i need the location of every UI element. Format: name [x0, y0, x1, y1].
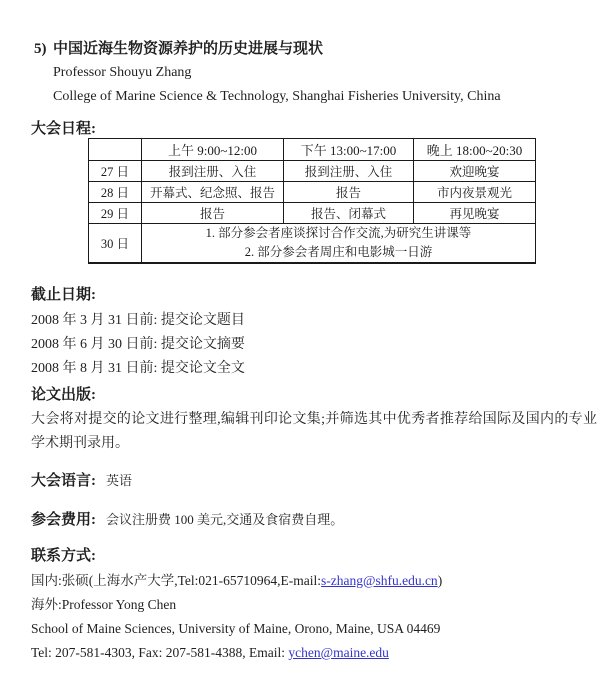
publication-section	[31, 386, 597, 456]
domestic-email-link[interactable]: s-zhang@shfu.edu.cn	[321, 573, 438, 588]
keynote-speaker: Professor Shouyu Zhang	[53, 65, 192, 80]
fee-value: 会议注册费 100 美元,交通及食宿费自理。	[106, 512, 344, 527]
contact-address-line: School of Maine Sciences, University of Maine, Orono, Maine, USA 04469	[31, 621, 441, 636]
language-value: 英语	[106, 473, 133, 488]
schedule-row-29	[89, 203, 536, 224]
schedule-table	[88, 138, 536, 264]
contact-overseas-label: 海外:	[31, 597, 62, 612]
schedule-footer-line-1: 1. 部分参会者座谈探讨合作交流,为研究生讲课等	[205, 226, 472, 240]
schedule-cell: 报到注册、入住	[284, 161, 414, 182]
contact-tel-text: Tel: 207-581-4303, Fax: 207-581-4388, Email:	[31, 645, 289, 660]
schedule-cell: 再见晚宴	[414, 203, 536, 224]
contact-domestic-line	[31, 569, 442, 593]
keynote-title: 中国近海生物资源养护的历史进展与现状	[53, 41, 324, 57]
contact-heading: 联系方式:	[31, 548, 96, 564]
keynote-item-5	[34, 37, 501, 109]
schedule-cell: 报告	[284, 182, 414, 203]
schedule-header-evening: 晚上 18:00~20:30	[414, 139, 536, 161]
deadlines-section	[31, 286, 245, 381]
language-heading: 大会语言:	[31, 473, 96, 489]
publication-heading: 论文出版:	[31, 387, 96, 403]
schedule-header-morning: 上午 9:00~12:00	[142, 139, 284, 161]
fee-section	[31, 509, 343, 529]
contact-domestic-text: 国内:张硕(上海水产大学,Tel:021-65710964,E-mail:	[31, 573, 322, 588]
keynote-affiliation: College of Marine Science & Technology, Shanghai Fisheries University, China	[53, 89, 501, 104]
fee-heading: 参会费用:	[31, 512, 96, 528]
deadlines-heading: 截止日期:	[31, 287, 96, 303]
schedule-header-cell	[89, 139, 142, 161]
schedule-footer-line-2: 2. 部分参会者周庄和电影城一日游	[244, 245, 433, 259]
schedule-heading: 大会日程:	[31, 121, 96, 137]
overseas-email-link[interactable]: ychen@maine.edu	[288, 645, 389, 660]
deadline-item-fullpaper: 2008 年 8 月 31 日前: 提交论文全文	[31, 361, 245, 376]
contact-section	[31, 547, 442, 665]
schedule-cell: 报告、闭幕式	[284, 203, 414, 224]
schedule-date-cell: 29 日	[89, 203, 142, 224]
contact-tel-line	[31, 641, 442, 665]
schedule-cell: 报告	[142, 203, 284, 224]
schedule-cell: 开幕式、纪念照、报告	[142, 182, 284, 203]
contact-domestic-close: )	[437, 573, 443, 588]
schedule-cell: 报到注册、入住	[142, 161, 284, 182]
schedule-footer-cell	[142, 224, 536, 264]
deadline-item-titles: 2008 年 3 月 31 日前: 提交论文题目	[31, 313, 245, 328]
schedule-cell: 市内夜景观光	[414, 182, 536, 203]
language-section	[31, 470, 132, 490]
keynote-title-line	[34, 37, 501, 61]
schedule-date-cell: 30 日	[89, 224, 142, 264]
schedule-date-cell: 27 日	[89, 161, 142, 182]
schedule-date-cell: 28 日	[89, 182, 142, 203]
schedule-header-row	[89, 139, 536, 161]
deadline-item-abstract: 2008 年 6 月 30 日前: 提交论文摘要	[31, 337, 245, 352]
contact-overseas-name: Professor Yong Chen	[61, 597, 177, 612]
schedule-row-30	[89, 224, 536, 264]
schedule-header-afternoon: 下午 13:00~17:00	[284, 139, 414, 161]
schedule-cell: 欢迎晚宴	[414, 161, 536, 182]
publication-body: 大会将对提交的论文进行整理,编辑刊印论文集;并筛选其中优秀者推荐给国际及国内的专业学术期刊录用。	[31, 412, 597, 451]
contact-overseas-line	[31, 593, 442, 617]
schedule-row-28	[89, 182, 536, 203]
schedule-table-wrap	[88, 138, 536, 264]
schedule-row-27	[89, 161, 536, 182]
keynote-number: 5)	[34, 41, 47, 57]
